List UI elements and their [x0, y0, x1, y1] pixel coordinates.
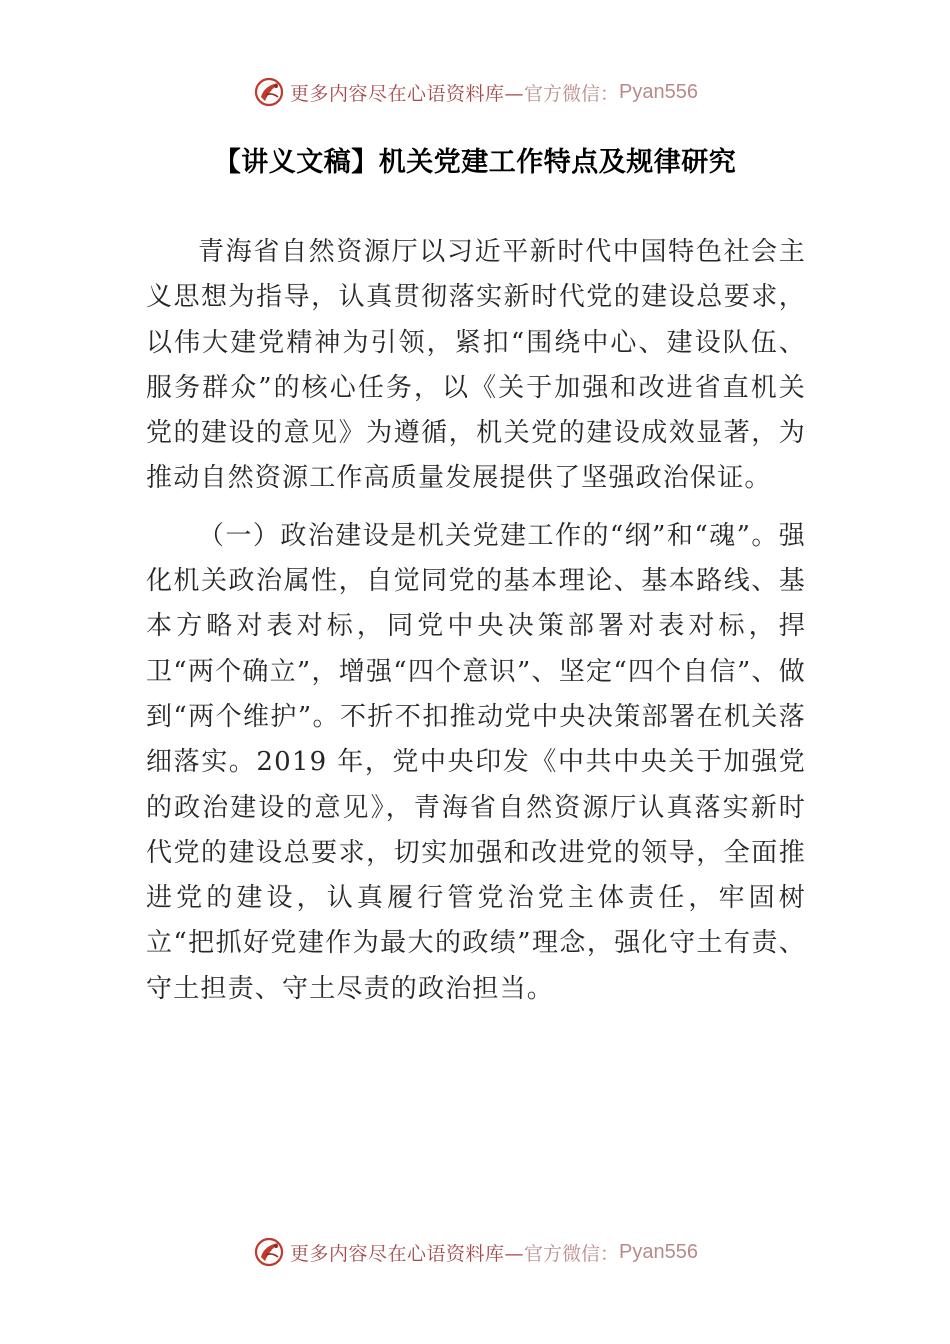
library-logo-icon — [252, 1235, 286, 1269]
banner-library-text: 更多内容尽在心语资料库— — [290, 82, 525, 105]
banner-wechat-id: Pyan556 — [619, 80, 698, 103]
banner-wechat-id: Pyan556 — [619, 1240, 698, 1263]
banner-library-text: 更多内容尽在心语资料库— — [290, 1242, 525, 1265]
document-body — [146, 230, 806, 1024]
document-title: 【讲义文稿】机关党建工作特点及规律研究 — [213, 147, 737, 178]
body-paragraph-political-construction: （一）政治建设是机关党建工作的“纲”和“魂”。强化机关政治属性，自觉同党的基本理论、基本路线、基本方略对表对标，同党中央决策部署对表对标，捍卫“两个确立”，增强“四个意识”、坚定“四个自信”、做到“两个维护”。不折不扣推动党中央决策部署在机关落细落实。2019 年，党中央印发《中共中央关于加强党的政治建设的意见》，青海省自然资源厅认真落实新时代党的建设总要求，切实加强和改进党的领导，全面推进党的建设，认真履行管党治党主体责任，牢固树立“把抓好党建作为最大的政绩”理念，强化守土有责、守土担责、守土尽责的政治担当。 — [146, 520, 806, 1004]
banner-wechat-label: 官方微信： — [524, 1242, 620, 1265]
footer-watermark-banner — [0, 1232, 950, 1272]
library-logo-icon — [252, 75, 286, 109]
banner-wechat-label: 官方微信： — [524, 82, 620, 105]
header-watermark-banner — [0, 72, 950, 112]
body-paragraph-intro: 青海省自然资源厅以习近平新时代中国特色社会主义思想为指导，认真贯彻落实新时代党的建设总要求，以伟大建党精神为引领，紧扣“围绕中心、建设队伍、服务群众”的核心任务，以《关于加强和改进省直机关党的建设的意见》为遵循，机关党的建设成效显著，为推动自然资源工作高质量发展提供了坚强政治保证。 — [146, 237, 806, 494]
